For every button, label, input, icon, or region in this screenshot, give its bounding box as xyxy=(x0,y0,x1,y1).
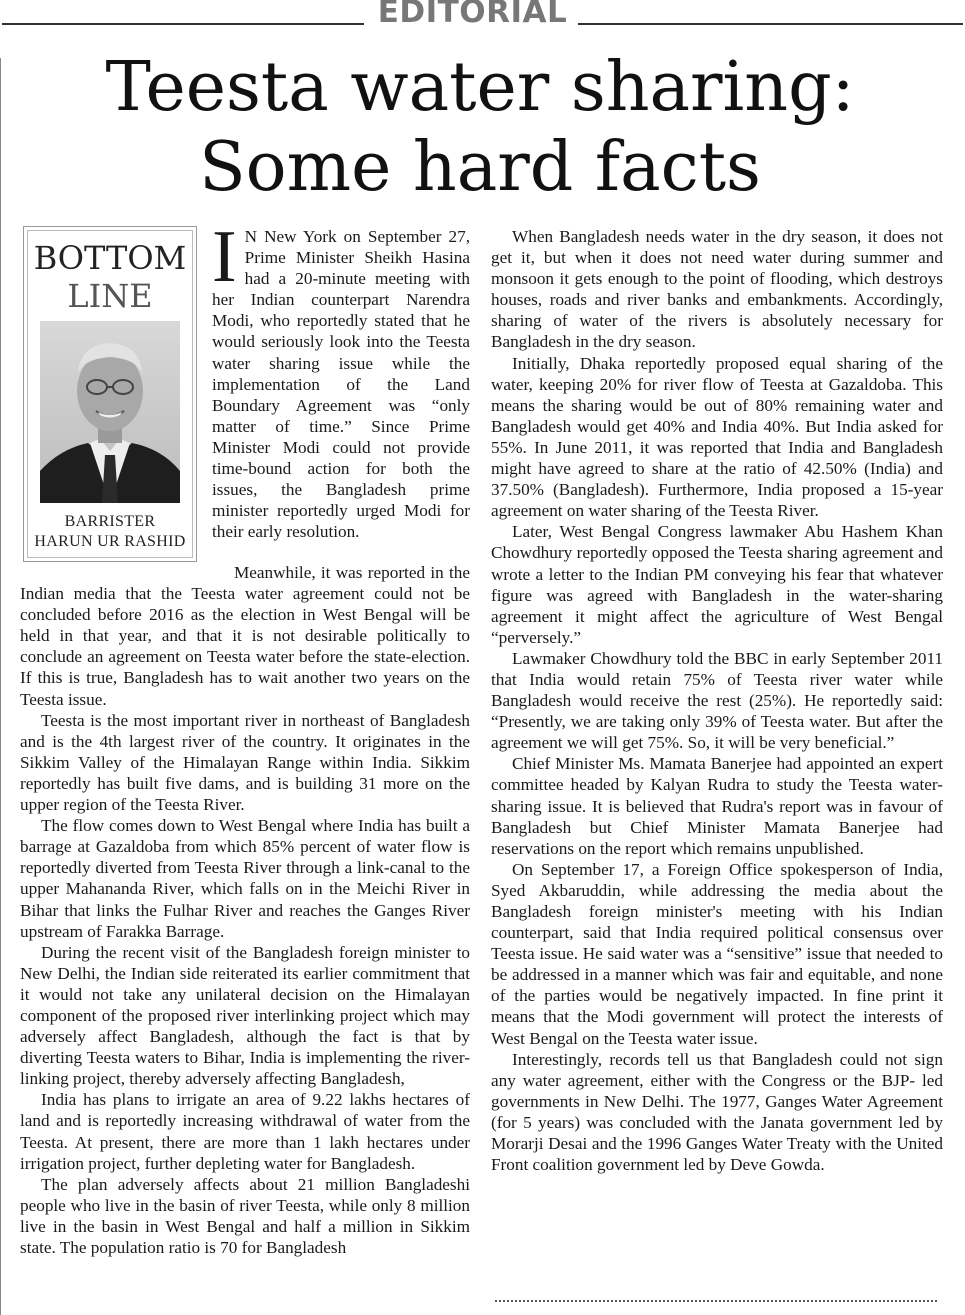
paragraph: The flow comes down to West Bengal where India has built a barrage at Gazaldoba from which 85% percent of water flow is reportedly diverted from Teesta River through a link-canal to the upper Mahananda River, which falls on in the Meichi River in Bihar that links the Fulhar River and reaches the Ganges River upstream of Farakka Barrage. xyxy=(20,816,470,941)
paragraph: Later, West Bengal Congress lawmaker Abu Hashem Khan Chowdhury reportedly opposed the Teesta sharing agreement and wrote a letter to the Indian PM conveying his fear that whatever figure was agreed with Bangladesh in the water-sharing agreement it might affect the agriculture of West Bengal “perversely.” xyxy=(491,522,943,647)
dotted-separator xyxy=(495,1300,937,1306)
column-box xyxy=(23,226,197,562)
paragraph: Interestingly, records tell us that Bangladesh could not sign any water agreement, either with the Congress or the BJP- led governments in New Delhi. The 1977, Ganges Water Agreement (for 5 years) was concluded with the Janata government led by Morarji Desai and the 1996 Ganges Water Treaty with the United Front coalition government led by Deve Gowda. xyxy=(491,1049,943,1175)
column-title-line: LINE xyxy=(67,277,153,315)
left-column xyxy=(20,562,470,1258)
paragraph: Chief Minister Ms. Mamata Banerjee had appointed an expert committee headed by Kalyan Rudra to study the Teesta water-sharing issue. It is believed that Rudra's report was in favour of Bangladesh but Chief Minister Mamata Banerjee had reservations on the report which remains unpublished. xyxy=(491,754,943,858)
headline-line-1: Teesta water sharing: xyxy=(105,48,855,127)
paragraph: Lawmaker Chowdhury told the BBC in early September 2011 that India would retain 75% of Teesta river water while Bangladesh would receive the rest (25%). He reportedly said: “Presently, we are taking only 39% of Teesta water. But after the agreement we will get 75%. So, it will be very beneficial.” xyxy=(491,648,943,753)
header-rule-right xyxy=(578,23,963,25)
right-column xyxy=(491,226,943,1175)
paragraph: Meanwhile, it was reported in the Indian media that the Teesta water agreement could not be concluded before 2016 as the election in West Bengal will be held in that year, and that it is not desirable politically to conclude an agreement on Teesta water before the state-election. If this is true, Bangladesh has to wait another two years on the Teesta issue. xyxy=(20,563,470,709)
headline xyxy=(20,48,940,208)
margin-rule xyxy=(0,58,1,1315)
author-caption-name: HARUN UR RASHID xyxy=(34,533,186,550)
header-rule-left xyxy=(2,23,364,25)
intro-paragraph xyxy=(212,216,470,542)
column-title-bottom: BOTTOM xyxy=(33,239,187,277)
paragraph: During the recent visit of the Bangladesh foreign minister to New Delhi, the Indian side reiterated its earlier commitment that it would not take any unilateral decision on the Himalayan component of the proposed river interlinking project which may adversely affect Bangladesh, although the fact is that by diverting Teesta waters to Bihar, India is implementing the river-linking project, thereby adversely affecting Bangladesh, xyxy=(20,942,470,1089)
paragraph: On September 17, a Foreign Office spokesperson of India, Syed Akbaruddin, while addressing the media about the Bangladesh foreign minister's meeting with his Indian counterpart, said that India required political consensus over Teesta issue. He said water was a “sensitive” issue that needed to be addressed in a manner which was fair and equitable, and none of the parties would be negatively impacted. In fine print it means that the Modi government will protect the interests of West Bengal on the Teesta water issue. xyxy=(491,859,943,1048)
paragraph: Initially, Dhaka reportedly proposed equal sharing of the water, keeping 20% for river flow of Teesta at Gazaldoba. This means the sharing would be out of 80% remaining water and Bangladesh would get 40% and India 40%. But India asked for 55%. In June 2011, it was reported that India and Bangladesh might have agreed to share at the ratio of 42.50% (India) and 37.50% (Bangladesh). Furthermore, India proposed a 15-year agreement on water sharing of the Teesta River. xyxy=(491,353,943,521)
intro-text: N New York on September 27, Prime Minister Sheikh Hasina had a 20-minute meeting with her Indian counterpart Narendra Modi, who reportedly stated that he would seriously look into the Teesta water sharing issue while the implementation of the Land Boundary Agreement was “only matter of time.” Since Prime Minister Modi could not provide time-bound action for both the issues, the Bangladesh prime minister reportedly urged Modi for their early resolution. xyxy=(212,227,470,542)
paragraph: Teesta is the most important river in northeast of Bangladesh and is the 4th largest river of the country. It originates in the Sikkim Valley of the Himalayan Range within India. Sikkim reportedly has built five dams, and is building 31 more on the upper region of the Teesta River. xyxy=(20,710,470,815)
drop-cap: I xyxy=(212,216,237,298)
author-caption-title: BARRISTER xyxy=(64,513,156,530)
section-header xyxy=(0,0,965,36)
author-photo xyxy=(40,321,180,503)
intro-column xyxy=(212,216,470,542)
paragraph: When Bangladesh needs water in the dry season, it does not get it, but when it does not need water during summer and monsoon it gets enough to the point of flooding, which destroys houses, roads and river banks and embankments. Accordingly, sharing of water of the rivers is absolutely necessary for Bangladesh in the dry season. xyxy=(491,227,943,352)
paragraph: India has plans to irrigate an area of 9.22 lakhs hectares of land and is reportedly increasing withdrawal of water from the Teesta. At present, there are more than 1 lakh hectares under irrigation project, further depleting water for Bangladesh. xyxy=(20,1090,470,1173)
paragraph: The plan adversely affects about 21 million Bangladeshi people who live in the basin of river Teesta, while only 8 million live in the basin in West Bengal and half a million in Sikkim state. The population ratio is 70 for Bangladesh xyxy=(20,1174,470,1257)
headline-line-2: Some hard facts xyxy=(199,128,761,207)
section-label: EDITORIAL xyxy=(377,0,568,30)
